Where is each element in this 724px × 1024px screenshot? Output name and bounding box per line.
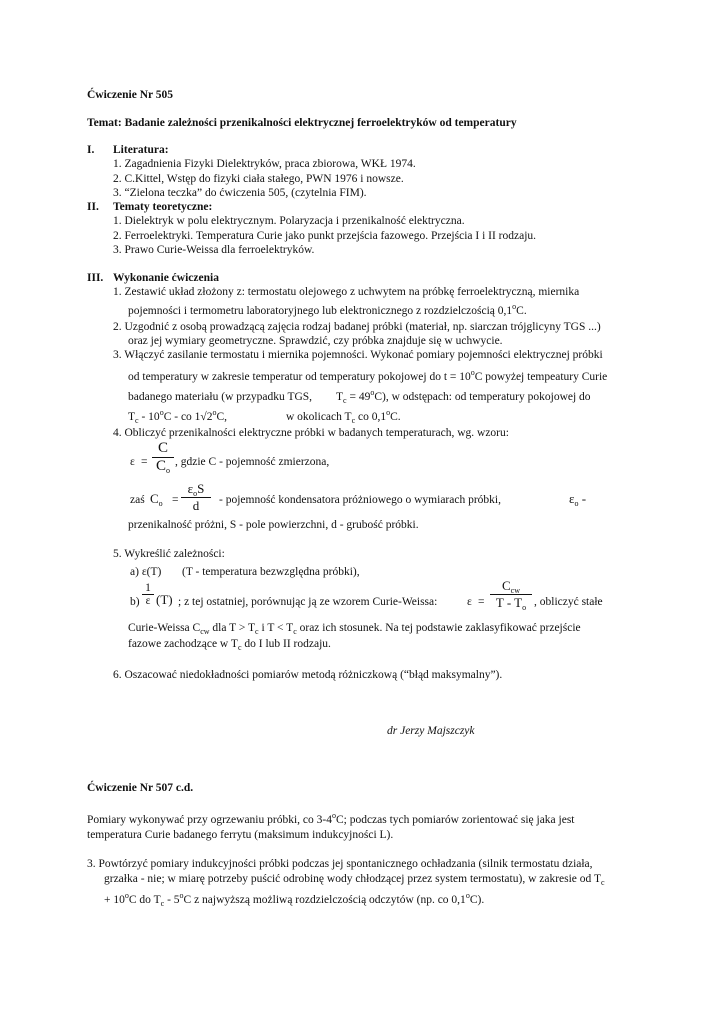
list-subitem-text: (T - temperatura bezwzględna próbki),	[182, 566, 360, 578]
section-number: II.	[87, 201, 99, 213]
list-item: 3. Włączyć zasilanie termostatu i miernika pojemności. Wykonać pomiary pojemności elektrycznej próbki	[113, 349, 603, 361]
formula-fraction: $\frac{1}{\varepsilon}$	[142, 582, 154, 607]
list-item: 2. Uzgodnić z osobą prowadzącą zajęcia rodzaj badanej próbki (materiał, np. siarczan trójglicyny TGS ...)	[113, 321, 601, 333]
list-item-continuation: Curie-Weissa $C_{cw}$ dla $T > T_c$ i $T < T_c$ oraz ich stosunek. Na tej podstawie zaklasyfikować przejście	[128, 622, 581, 636]
list-item: 1. Zagadnienia Fizyki Dielektryków, praca zbiorowa, WKŁ 1974.	[113, 158, 416, 170]
section-heading: Literatura:	[113, 144, 169, 156]
list-item: 1. Dielektryk w polu elektrycznym. Polaryzacja i przenikalność elektryczna.	[113, 215, 465, 227]
formula-text: , gdzie C - pojemność zmierzona,	[175, 456, 330, 468]
paragraph: Pomiary wykonywać przy ogrzewaniu próbki, co 3-4$^o$C; podczas tych pomiarów zorientować się jaka jest	[87, 811, 575, 826]
list-item: 2. C.Kittel, Wstęp do fizyki ciała stałego, PWN 1976 i nowsze.	[113, 173, 404, 185]
list-item: 6. Oszacować niedokładności pomiarów metodą różniczkową (“błąd maksymalny”).	[113, 669, 503, 681]
list-item-continuation: $T_c - 10^oC$ - co 1√2$^o$C,	[128, 408, 228, 425]
formula-text: - pojemność kondensatora próżniowego o wymiarach próbki,	[219, 494, 501, 506]
formula-fraction: $\frac{C}{C_o}$	[152, 440, 174, 475]
list-item: 2. Ferroelektryki. Temperatura Curie jako punkt przejścia fazowego. Przejścia I i II rodzaju.	[113, 230, 537, 242]
list-item-continuation: w okolicach $T_c$ co 0,1$^o$C.	[286, 408, 401, 425]
formula-text: (T)	[156, 592, 173, 607]
list-item: 5. Wykreślić zależności:	[113, 548, 225, 560]
list-item-continuation: + $10^oC$ do $T_c - 5^oC$ z najwyższą możliwą rozdzielczością odczytów (np. co 0,1$^o$C).	[104, 891, 485, 908]
list-item-continuation: $T_c = 49^oC$), w odstępach: od temperatury pokojowej do	[336, 388, 591, 405]
list-item: 4. Obliczyć przenikalności elektryczne próbki w badanych temperaturach, wg. wzoru:	[113, 427, 509, 439]
list-item-continuation: grzałka - nie; w miarę potrzeby puścić odrobinę wody chłodzącej przez system termostatu), w zakresie od $T_c$	[104, 873, 605, 887]
section-heading: Wykonanie ćwiczenia	[113, 272, 219, 284]
list-item-continuation: fazowe zachodzące w $T_c$ do I lub II rodzaju.	[128, 638, 331, 652]
list-item-continuation: badanego materiału (w przypadku TGS,	[128, 391, 313, 403]
formula-fraction: $C_{cw}$ T - $T_o$	[490, 578, 532, 611]
topic: Temat: Badanie zależności przenikalności elektrycznej ferroelektryków od temperatury	[87, 117, 517, 129]
formula-text: ; z tej ostatniej, porównując ją ze wzorem Curie-Weissa:	[178, 596, 438, 608]
section-number: I.	[87, 144, 95, 156]
formula-equals: =	[172, 494, 179, 506]
list-item-continuation: od temperatury w zakresie temperatur od temperatury pokojowej do $t = 10^oC$ powyżej tempeatury Curie	[128, 368, 608, 383]
formula-equals: =	[478, 596, 485, 608]
paragraph: temperatura Curie badanego ferrytu (maksimum indukcyjności L).	[87, 829, 394, 841]
formula-co: $C_o$	[150, 491, 163, 508]
section-title: Ćwiczenie Nr 507 c.d.	[87, 782, 194, 794]
list-item-continuation: oraz jej wymiary geometryczne. Sprawdzić, czy próbka znajduje się w uchwycie.	[128, 335, 503, 347]
formula-eps0: $\varepsilon_o$ -	[569, 491, 587, 508]
formula-text: zaś	[130, 494, 145, 506]
formula-text: , obliczyć stałe	[534, 596, 603, 608]
list-item: 3. Prawo Curie-Weissa dla ferroelektryków.	[113, 244, 315, 256]
list-item: 3. “Zielona teczka” do ćwiczenia 505, (czytelnia FIM).	[113, 187, 367, 199]
formula-text: przenikalność próżni, S - pole powierzchni, d - grubość próbki.	[128, 519, 419, 531]
formula-equals: =	[141, 456, 148, 468]
list-item-continuation: pojemności i termometru laboratoryjnego lub elektronicznego z rozdzielczością 0,1$^o$C.	[128, 302, 527, 317]
author: dr Jerzy Majszczyk	[387, 725, 475, 737]
formula-fraction: $\varepsilon_oS$ d	[181, 481, 211, 514]
list-subitem: a) ε(T)	[130, 566, 162, 578]
list-item: 3. Powtórzyć pomiary indukcyjności próbki podczas jej spontanicznego ochładzania (silnik termostatu działa,	[87, 858, 593, 870]
page-title: Ćwiczenie Nr 505	[87, 89, 174, 101]
section-number: III.	[87, 272, 104, 284]
list-subitem: b)	[130, 596, 140, 608]
formula-epsilon: ε	[467, 596, 472, 608]
list-item: 1. Zestawić układ złożony z: termostatu olejowego z uchwytem na próbkę ferroelektryczną, miernika	[113, 286, 580, 298]
formula-epsilon: ε	[130, 456, 135, 468]
section-heading: Tematy teoretyczne:	[113, 201, 213, 213]
